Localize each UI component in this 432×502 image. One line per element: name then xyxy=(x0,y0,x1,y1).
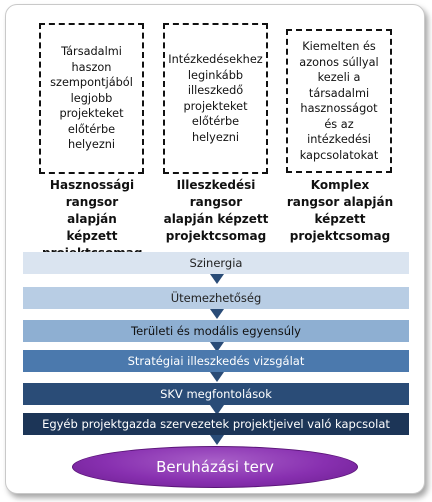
package-caption-3: Komplex rangsor alapján képzett projektcsomag xyxy=(286,178,394,243)
criterion-box-2 xyxy=(163,23,268,174)
criterion-text-3: Kiemelten és azonos súllyal kezeli a társadalmi hasznosságot és az intézkedési kapcsolatokat xyxy=(299,40,379,162)
final-label: Beruházási terv xyxy=(156,458,274,476)
step-szinergia xyxy=(23,252,409,274)
package-caption-1: Hasznossági rangsor alapján képzett xyxy=(49,178,135,243)
step-teruleti-egyensuly xyxy=(23,320,409,342)
arrow-down-icon xyxy=(210,309,224,319)
arrow-down-icon xyxy=(210,372,224,382)
criterion-box-1 xyxy=(39,23,144,174)
step-strategiai-illeszkedes xyxy=(23,350,409,372)
criterion-text-1: Társadalmi haszon szempontjából legjobb projekteket előtérbe helyezni xyxy=(50,45,133,152)
step-utemezhetoseg xyxy=(23,287,409,309)
step-label: Szinergia xyxy=(189,256,243,270)
criterion-text-2: Intézkedésekhez leginkább illeszkedő projekteket előtérbe helyezni xyxy=(168,53,263,144)
step-label: Egyéb projektgazda szervezetek projektjeivel való kapcsolat xyxy=(42,417,390,431)
step-label: SKV megfontolások xyxy=(160,387,272,401)
arrow-down-icon xyxy=(210,435,224,445)
package-caption-2: Illeszkedési rangsor alapján képzett projektcsomag xyxy=(163,178,269,243)
step-label: Területi és modális egyensúly xyxy=(131,324,301,338)
arrow-down-icon xyxy=(210,274,224,284)
final-investment-plan xyxy=(72,446,358,488)
step-label: Stratégiai illeszkedés vizsgálat xyxy=(127,354,305,368)
step-egyeb-kapcsolat xyxy=(23,413,409,435)
step-label: Ütemezhetőség xyxy=(170,291,262,305)
step-skv xyxy=(23,383,409,405)
criterion-box-3 xyxy=(286,29,392,173)
